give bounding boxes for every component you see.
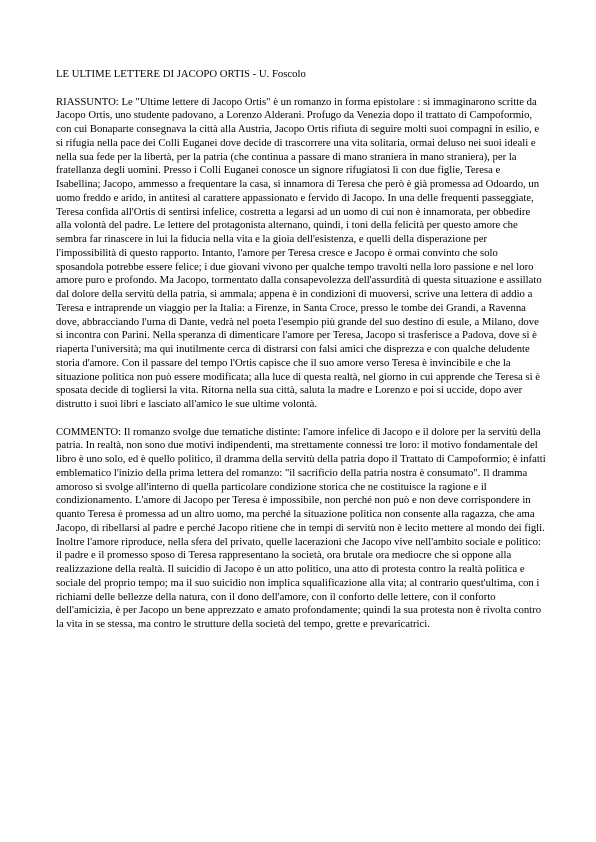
- commentary-label: COMMENTO:: [56, 425, 122, 438]
- summary-paragraph: [56, 96, 546, 412]
- summary-label: RIASSUNTO:: [56, 95, 119, 108]
- summary-text: Le "Ultime lettere di Jacopo Ortis" è un romanzo in forma epistolare : si immaginarono scritte da Jacopo Ortis, uno studente padovano, a Lorenzo Alderani. Profugo da Venezia dopo il trattato di Campoformio, con cui Bonaparte consegnava la città alla Austria, Jacopo Ortis rifiuta di seguire molti suoi compagni in esilio, e si rifugia nella pace dei Colli Euganei dove decide di trascorrere una vita solitaria, ormai deluso nei suoi ideali e nella sua fede per la libertà, per la patria (che continua a passare di mano straniera in mano straniera), per la fratellanza degli uomini. Presso i Colli Euganei conosce un signore rifugiatosi lì con due figlie, Teresa e Isabellina; Jacopo, ammesso a frequentare la casa, si innamora di Teresa che però è già promessa ad Odoardo, un uomo freddo e arido, in antitesi al carattere appassionato e fervido di Jacopo. In una delle frequenti passeggiate, Teresa confida all'Ortis di sentirsi infelice, costretta a legarsi ad un uomo di cui non è innamorata, per obbedire alla volontà del padre. Le lettere del protagonista alternano, quindi, i toni della felicità per questo amore che sembra far rinascere in lui la fiducia nella vita e la gioia dell'esistenza, e quelli della disperazione per l'impossibilità di questo rapporto. Intanto, l'amore per Teresa cresce e Jacopo è ormai convinto che solo sposandola potrebbe essere felice; i due giovani vivono per qualche tempo travolti nella loro passione e nel loro amore puro e profondo. Ma Jacopo, tormentato dalla consapevolezza dell'assurdità di questa situazione e assillato dal dolore della servitù della patria, si ammala; appena è in condizioni di muoversi, scrive una lettera di addio a Teresa e intraprende un viaggio per la Italia: a Firenze, in Santa Croce, presso le tombe dei Grandi, a Ravenna dove, abbracciando l'urna di Dante, vedrà nel poeta l'esempio più grande del suo destino di esule, a Milano, dove si incontra con Parini. Nella speranza di dimenticare l'amore per Teresa, Jacopo si trasferisce a Padova, dove si è riaperta l'università; ma qui inutilmente cerca di distrarsi con falsi amici che disprezza e con qualche deludente storia d'amore. Con il passare del tempo l'Ortis capisce che il suo amore verso Teresa è invincibile e che la situazione politica non può essere modificata; alla luce di questa realtà, nel giorno in cui apprende che Teresa si è sposata decide di togliersi la vita. Ritorna nella sua città, saluta la madre e Lorenzo e poi si uccide, dopo aver distrutto i suoi libri e lasciato all'amico le sue ultime volontà.: [56, 95, 542, 410]
- document-title: LE ULTIME LETTERE DI JACOPO ORTIS - U. Foscolo: [56, 68, 306, 80]
- document-page: [56, 68, 546, 632]
- commentary-paragraph: [56, 426, 546, 632]
- commentary-text: Il romanzo svolge due tematiche distinte: l'amore infelice di Jacopo e il dolore per la servitù della patria. In realtà, non sono due motivi indipendenti, ma strettamente connessi tre loro: il motivo fondamentale del libro è uno solo, ed è quello politico, il dramma della servitù della patria dopo il Trattato di Campoformio; è infatti emblematico l'inizio della prima lettera del romanzo: "il sacrificio della patria nostra è consumato". Il dramma amoroso si svolge all'interno di quella particolare condizione storica che ne costituisce la ragione e il condizionamento. L'amore di Jacopo per Teresa è impossibile, non perché non può e non deve corrispondere in quanto Teresa è promessa ad un altro uomo, ma perché la situazione politica non consente alla ragazza, che ama Jacopo, di ribellarsi al padre e perché Jacopo ritiene che in tempi di servitù non è lecito mettere al mondo dei figli. Inoltre l'amore riproduce, nella sfera del privato, quelle lacerazioni che Jacopo vive nell'ambito sociale e politico: il padre e il promesso sposo di Teresa rappresentano la società, ora brutale ora mediocre che si oppone alla realizzazione della realtà. Il suicidio di Jacopo è un atto politico, una atto di protesta contro la realtà politica e sociale del proprio tempo; ma il suo suicidio non implica squalificazione alla vita; al contrario quest'ultima, con i richiami delle bellezze della natura, con il dono dell'amore, con il conforto delle lettere, con il conforto dell'amicizia, è per Jacopo un bene apprezzato e amato profondamente; quindi la sua protesta non è rivolta contro la vita in se stessa, ma contro le strutture della società del tempo, grette e prevaricatrici.: [56, 425, 546, 630]
